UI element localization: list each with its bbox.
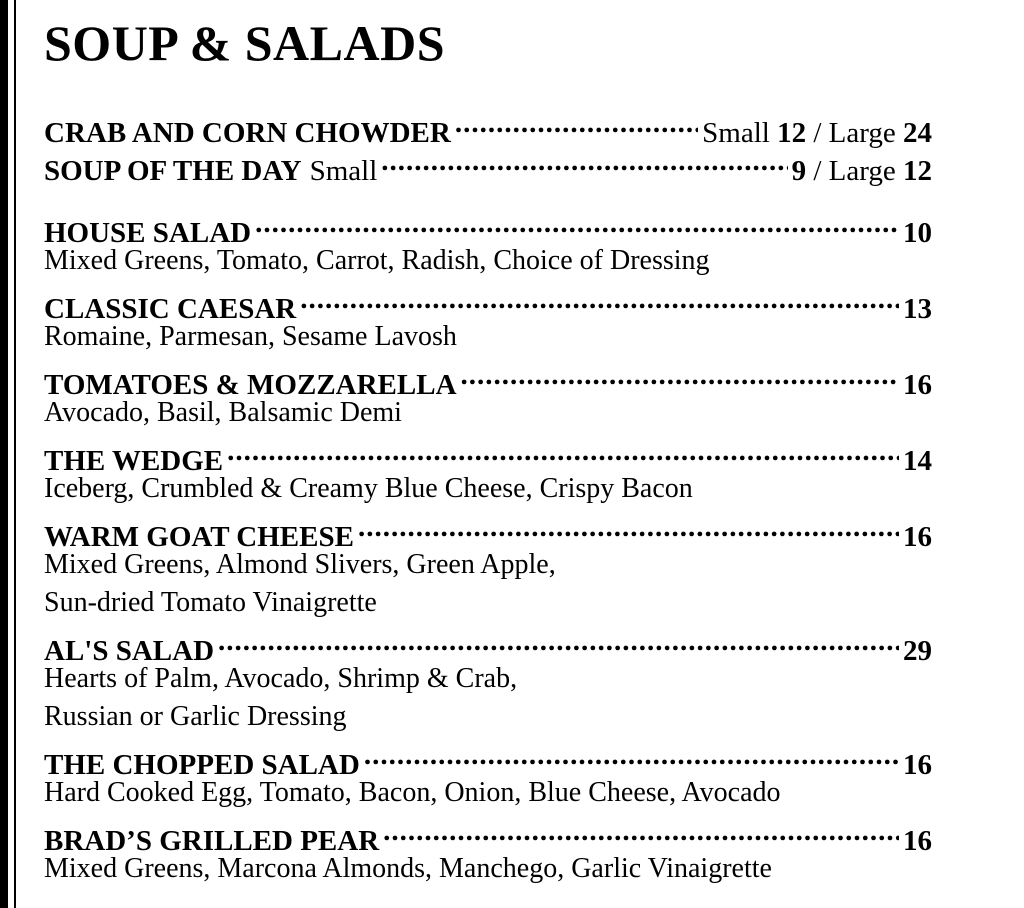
page-border-thin — [14, 0, 16, 908]
menu-page — [44, 12, 932, 888]
salad-price: 16 — [903, 749, 932, 781]
salad-description: Mixed Greens, Marcona Almonds, Manchego, Garlic Vinaigrette — [44, 853, 772, 884]
salad-price: 10 — [903, 217, 932, 249]
salad-description: Hard Cooked Egg, Tomato, Bacon, Onion, Blue Cheese, Avocado — [44, 777, 781, 808]
soup-name: CRAB AND CORN CHOWDER — [44, 117, 451, 149]
salad-name: THE CHOPPED SALAD — [44, 749, 360, 781]
soup-list — [44, 104, 932, 187]
dot-leader — [381, 142, 787, 180]
salad-item — [44, 812, 932, 857]
salad-description: Hearts of Palm, Avocado, Shrimp & Crab, — [44, 663, 518, 694]
soup-name: SOUP OF THE DAY — [44, 155, 302, 187]
salad-price: 16 — [903, 521, 932, 553]
large-label: Large — [828, 155, 896, 187]
salad-description: Mixed Greens, Almond Slivers, Green Apple, — [44, 549, 556, 580]
salad-description: Iceberg, Crumbled & Creamy Blue Cheese, Crispy Bacon — [44, 473, 693, 504]
dot-leader — [358, 508, 899, 546]
salad-item — [44, 622, 932, 667]
salad-item — [44, 280, 932, 325]
salad-name: THE WEDGE — [44, 445, 224, 477]
dot-leader — [300, 280, 899, 318]
small-price: 9 — [791, 155, 807, 187]
salad-description: Avocado, Basil, Balsamic Demi — [44, 397, 402, 428]
price-separator: / — [813, 155, 822, 187]
salad-price: 14 — [903, 445, 932, 477]
salad-name: WARM GOAT CHEESE — [44, 521, 354, 553]
salad-name: AL'S SALAD — [44, 635, 215, 667]
small-label: Small — [702, 117, 770, 149]
salad-name: CLASSIC CAESAR — [44, 293, 297, 325]
salad-item — [44, 204, 932, 249]
dot-leader — [455, 104, 698, 142]
price-separator: / — [813, 117, 822, 149]
salad-item — [44, 508, 932, 553]
page-border-thick — [0, 0, 8, 908]
section-title: SOUP & SALADS — [44, 15, 446, 71]
salad-description: Mixed Greens, Tomato, Carrot, Radish, Choice of Dressing — [44, 245, 710, 276]
dot-leader — [255, 204, 899, 242]
salad-list — [44, 204, 932, 888]
dot-leader — [227, 432, 899, 470]
salad-item — [44, 432, 932, 477]
salad-name: TOMATOES & MOZZARELLA — [44, 369, 457, 401]
large-price: 24 — [903, 117, 932, 149]
salad-price: 16 — [903, 825, 932, 857]
salad-description: Romaine, Parmesan, Sesame Lavosh — [44, 321, 457, 352]
salad-description: Russian or Garlic Dressing — [44, 701, 347, 732]
soup-item — [44, 104, 932, 149]
small-price: 12 — [777, 117, 807, 149]
salad-price: 16 — [903, 369, 932, 401]
large-price: 12 — [903, 155, 932, 187]
salad-description: Sun-dried Tomato Vinaigrette — [44, 587, 377, 618]
dot-leader — [383, 812, 899, 850]
soup-price — [792, 152, 932, 190]
salad-price: 13 — [903, 293, 932, 325]
salad-name: HOUSE SALAD — [44, 217, 252, 249]
dot-leader — [364, 736, 899, 774]
dot-leader — [218, 622, 899, 660]
small-label: Small — [309, 155, 378, 187]
salad-name: BRAD’S GRILLED PEAR — [44, 825, 380, 857]
large-label: Large — [828, 117, 896, 149]
salad-item — [44, 356, 932, 401]
dot-leader — [461, 356, 899, 394]
salad-price: 29 — [903, 635, 932, 667]
salad-item — [44, 736, 932, 781]
